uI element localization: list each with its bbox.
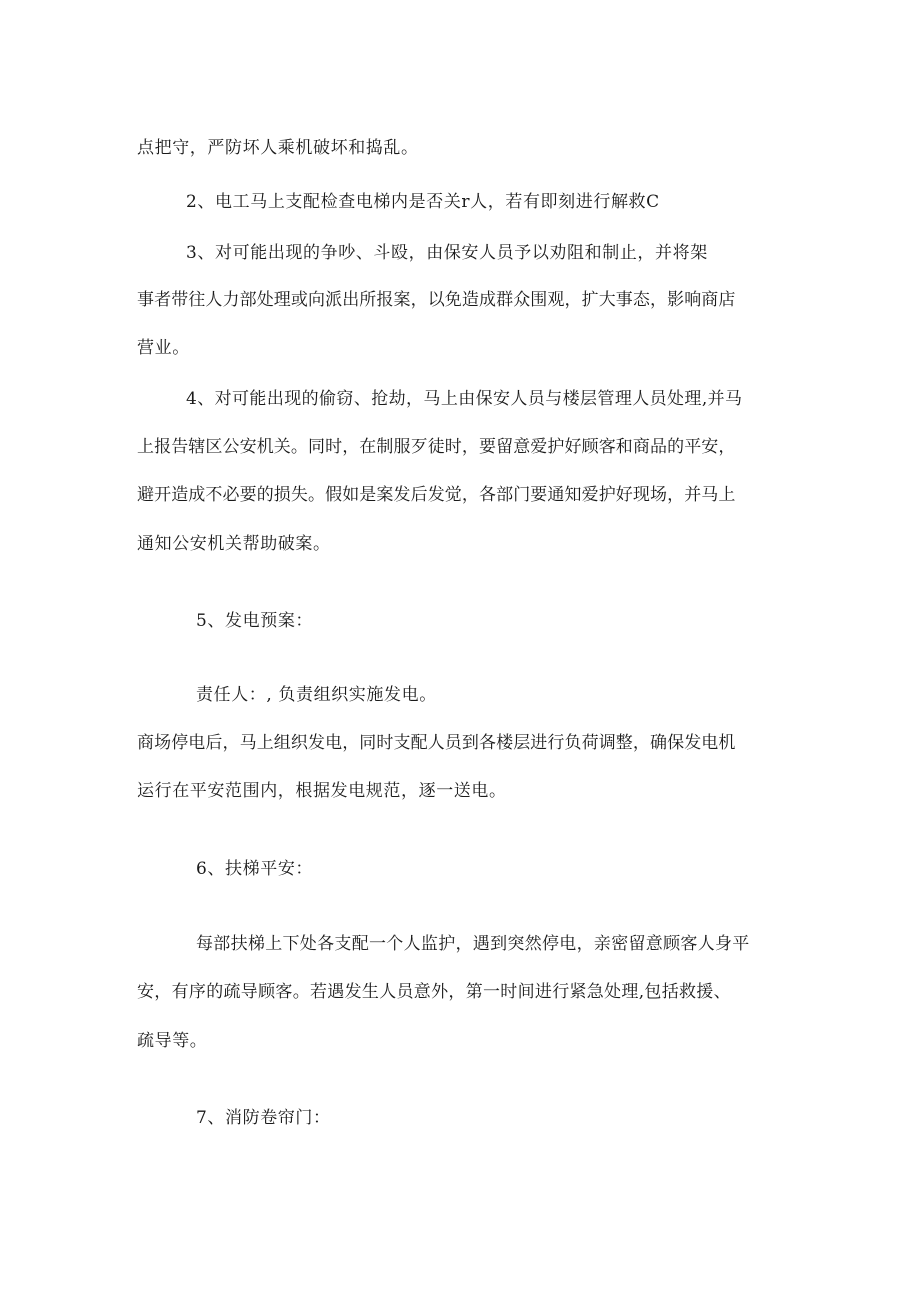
text-line: 2、电工马上支配检查电梯内是否关r人，若有即刻进行解救C xyxy=(186,192,660,212)
text-line: 疏导等。 xyxy=(137,1031,208,1051)
text-line: 上报告辖区公安机关。同时，在制服歹徒时，要留意爱护好顾客和商品的平安， xyxy=(137,437,736,457)
text-line: 事者带往人力部处理或向派出所报案，以免造成群众围观，扩大事态，影响商店 xyxy=(137,290,736,310)
text-line: 商场停电后，马上组织发电，同时支配人员到各楼层进行负荷调整，确保发电机 xyxy=(137,733,736,753)
text-line: 安，有序的疏导顾客。若遇发生人员意外，第一时间进行紧急处理,包括救援、 xyxy=(137,982,731,1002)
text-line: 4、对可能出现的偷窃、抢劫，马上由保安人员与楼层管理人员处理,并马 xyxy=(186,389,743,409)
text-line: 运行在平安范围内，根据发电规范，逐一送电。 xyxy=(137,781,507,801)
section-heading: 7、消防卷帘门： xyxy=(196,1108,331,1128)
text-line: 责任人：, 负责组织实施发电。 xyxy=(196,685,437,705)
text-line: 3、对可能出现的争吵、斗殴，由保安人员予以劝阻和制止，并将架 xyxy=(186,243,708,263)
section-heading: 5、发电预案： xyxy=(196,611,314,631)
text-line: 每部扶梯上下处各支配一个人监护，遇到突然停电，亲密留意顾客人身平 xyxy=(196,934,750,954)
section-heading: 6、扶梯平安： xyxy=(196,859,314,879)
text-line: 避开造成不必要的损失。假如是案发后发觉，各部门要通知爱护好现场，并马上 xyxy=(137,485,736,505)
text-line: 通知公安机关帮助破案。 xyxy=(137,534,331,554)
text-line: 营业。 xyxy=(137,338,190,358)
text-line: 点把守，严防坏人乘机破坏和捣乱。 xyxy=(137,138,419,158)
